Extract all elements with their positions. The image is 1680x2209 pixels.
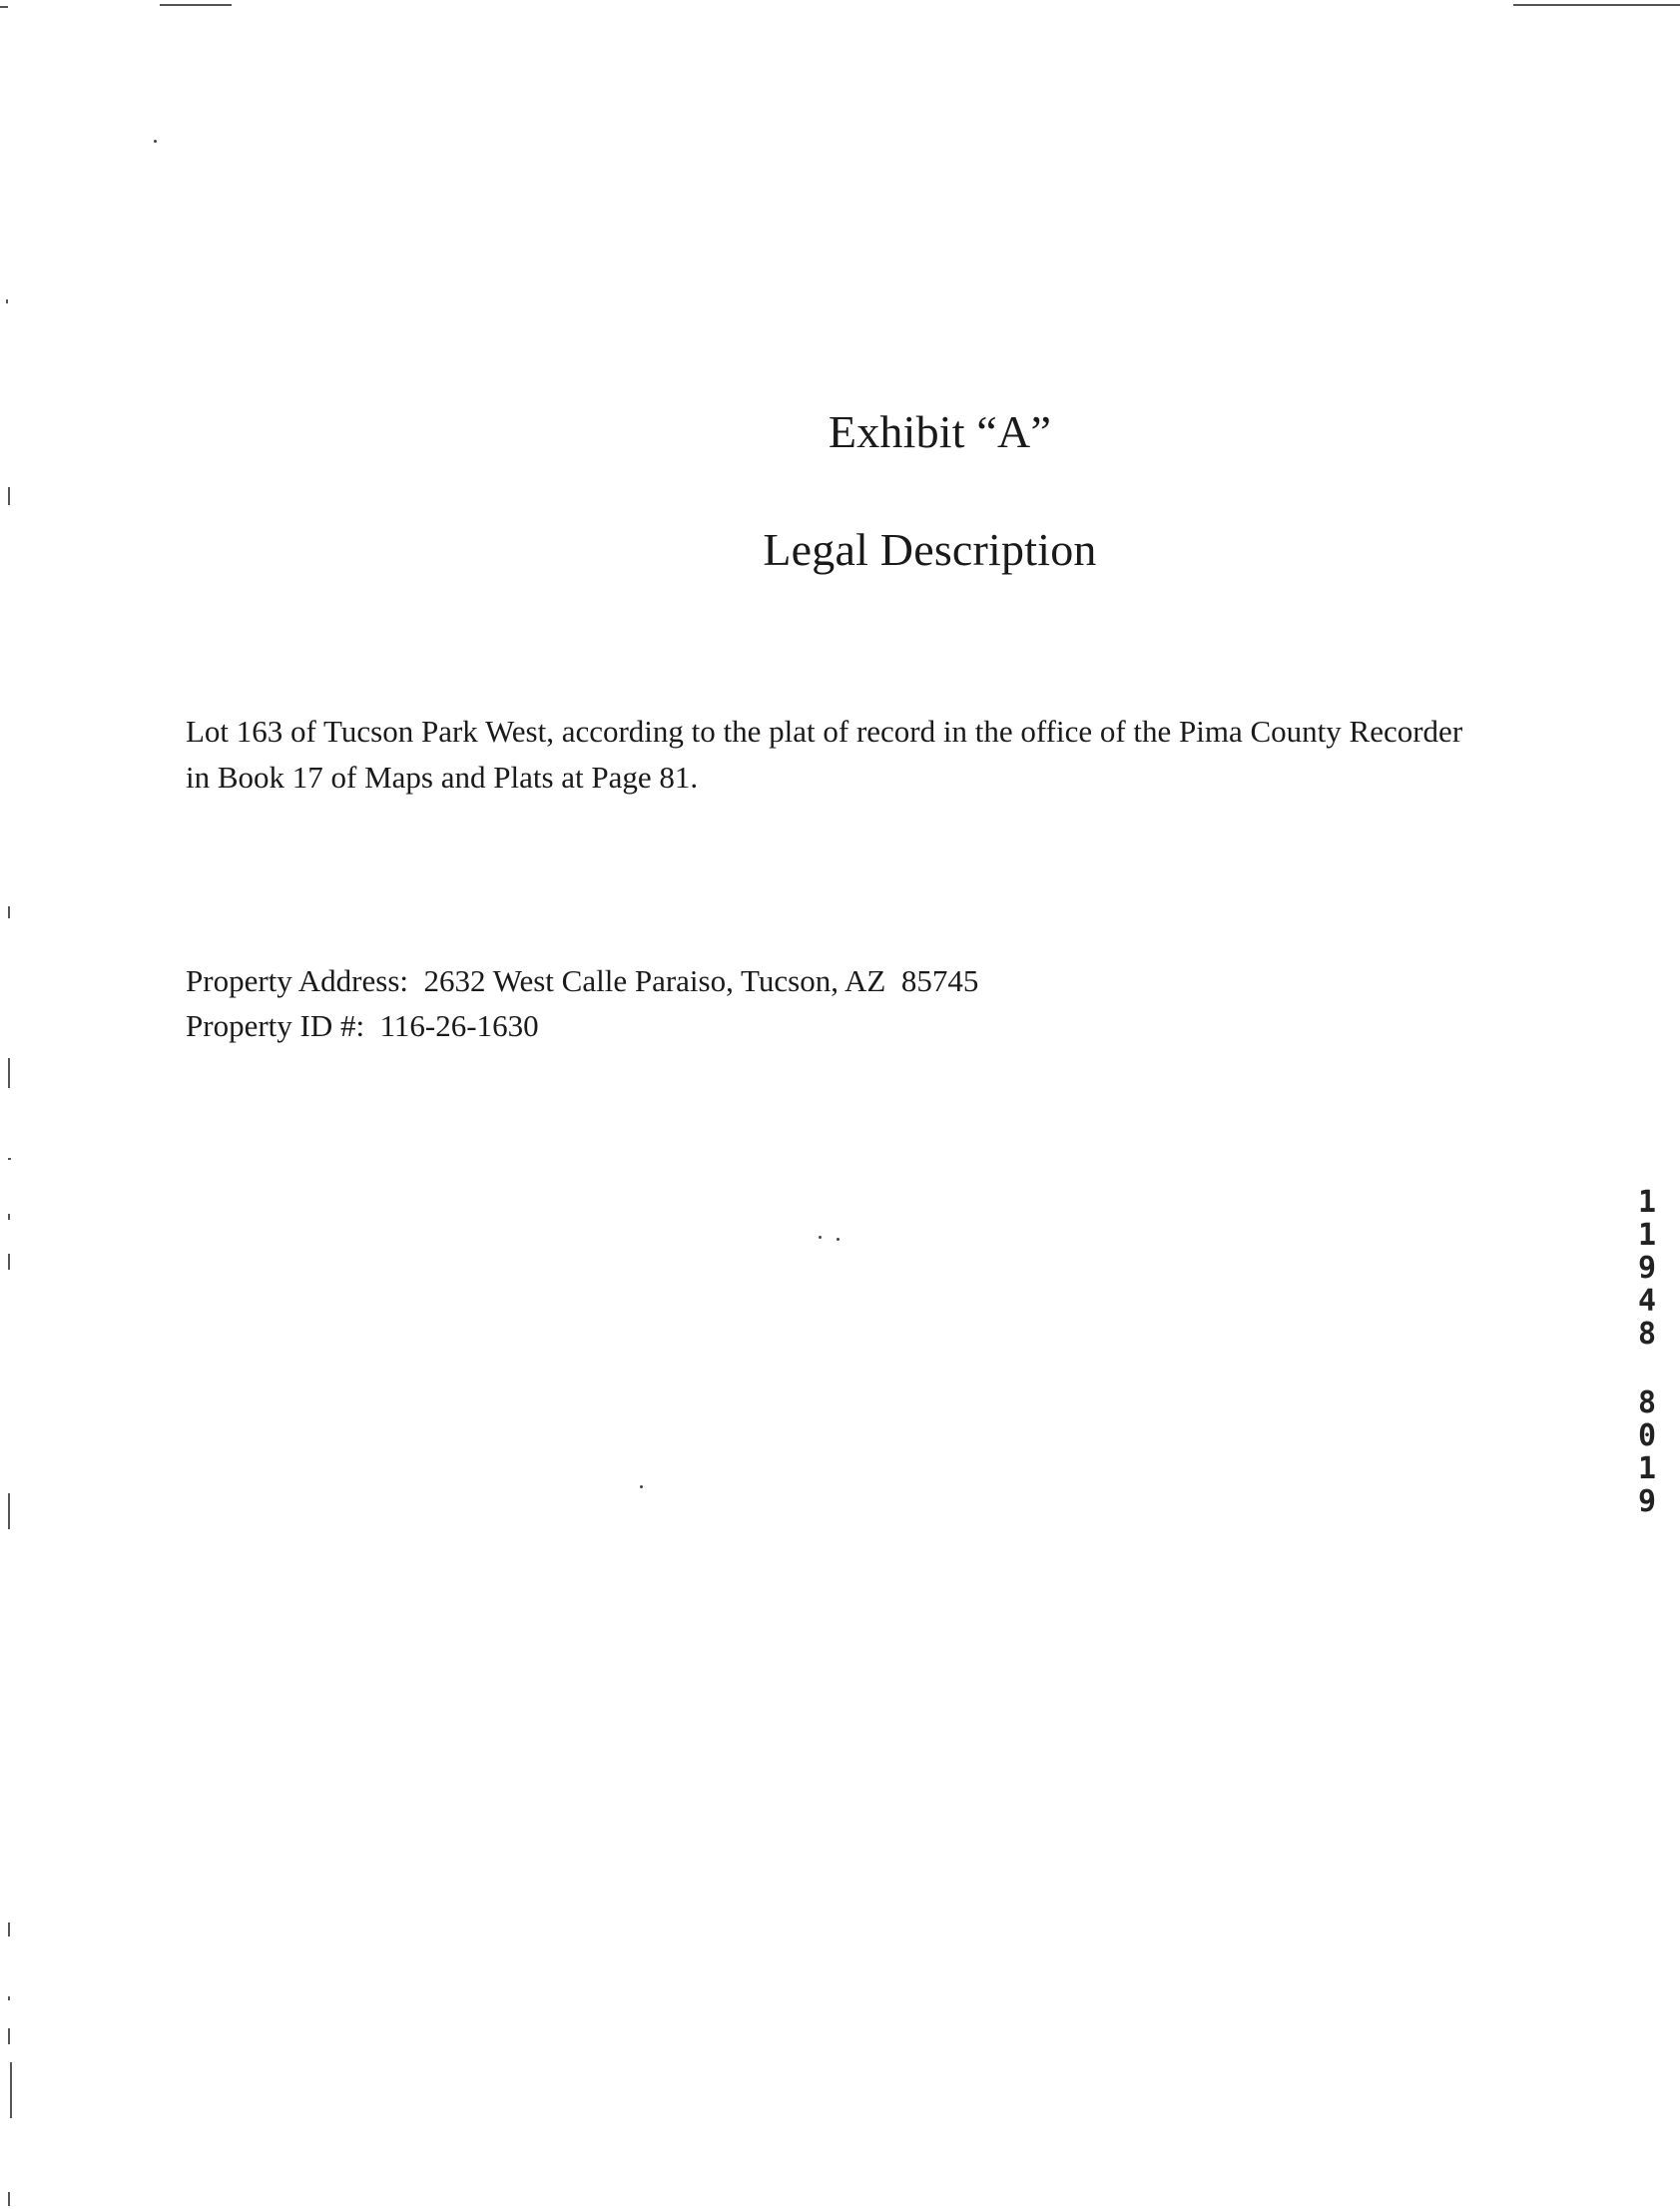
scan-speck bbox=[819, 1236, 822, 1239]
scan-edge-mark bbox=[8, 1923, 10, 1936]
scan-edge-mark bbox=[8, 2192, 10, 2206]
stamp-gap bbox=[1627, 1351, 1667, 1386]
stamp-digit: 9 bbox=[1637, 1251, 1657, 1286]
scan-edge-mark bbox=[8, 1493, 10, 1529]
stamp-digit: 4 bbox=[1637, 1284, 1657, 1319]
scan-edge-mark bbox=[8, 1996, 10, 2000]
scan-speck bbox=[154, 140, 157, 143]
scan-edge-mark bbox=[8, 2028, 10, 2044]
stamp-digit: 1 bbox=[1637, 1218, 1657, 1253]
property-info bbox=[186, 958, 978, 1048]
scan-edge-mark bbox=[8, 1058, 10, 1088]
scan-edge-mark bbox=[8, 487, 10, 505]
scan-edge-mark bbox=[8, 1158, 11, 1160]
stamp-digit: 9 bbox=[1637, 1484, 1657, 1519]
stamp-digit: 1 bbox=[1637, 1185, 1657, 1220]
stamp-digit: 0 bbox=[1637, 1418, 1657, 1453]
recording-stamp bbox=[1627, 1186, 1667, 1518]
exhibit-title: Exhibit “A” bbox=[828, 406, 1052, 457]
scan-edge-mark bbox=[10, 2062, 12, 2118]
property-address: Property Address: 2632 West Calle Paraiso, Tucson, AZ 85745 bbox=[186, 963, 979, 998]
scan-edge-mark bbox=[8, 906, 10, 918]
section-title: Legal Description bbox=[763, 524, 1097, 575]
scan-edge-mark bbox=[8, 1214, 10, 1220]
scan-speck bbox=[640, 1485, 643, 1488]
scan-edge-mark bbox=[6, 299, 8, 303]
legal-description: Lot 163 of Tucson Park West, according to the plat of record in the office of the Pima County Recorder in Book 17 of Maps and Plats at Page 81. bbox=[186, 714, 1463, 795]
stamp-digit: 8 bbox=[1637, 1317, 1657, 1352]
scan-edge-mark bbox=[8, 1254, 10, 1270]
scan-line-top-right bbox=[1513, 4, 1680, 6]
stamp-digit: 8 bbox=[1637, 1385, 1657, 1420]
stamp-digit: 1 bbox=[1637, 1451, 1657, 1486]
scan-speck bbox=[837, 1238, 840, 1241]
scan-tick bbox=[0, 6, 8, 8]
scan-line-top-left bbox=[160, 4, 232, 6]
property-id: Property ID #: 116-26-1630 bbox=[186, 1008, 539, 1043]
